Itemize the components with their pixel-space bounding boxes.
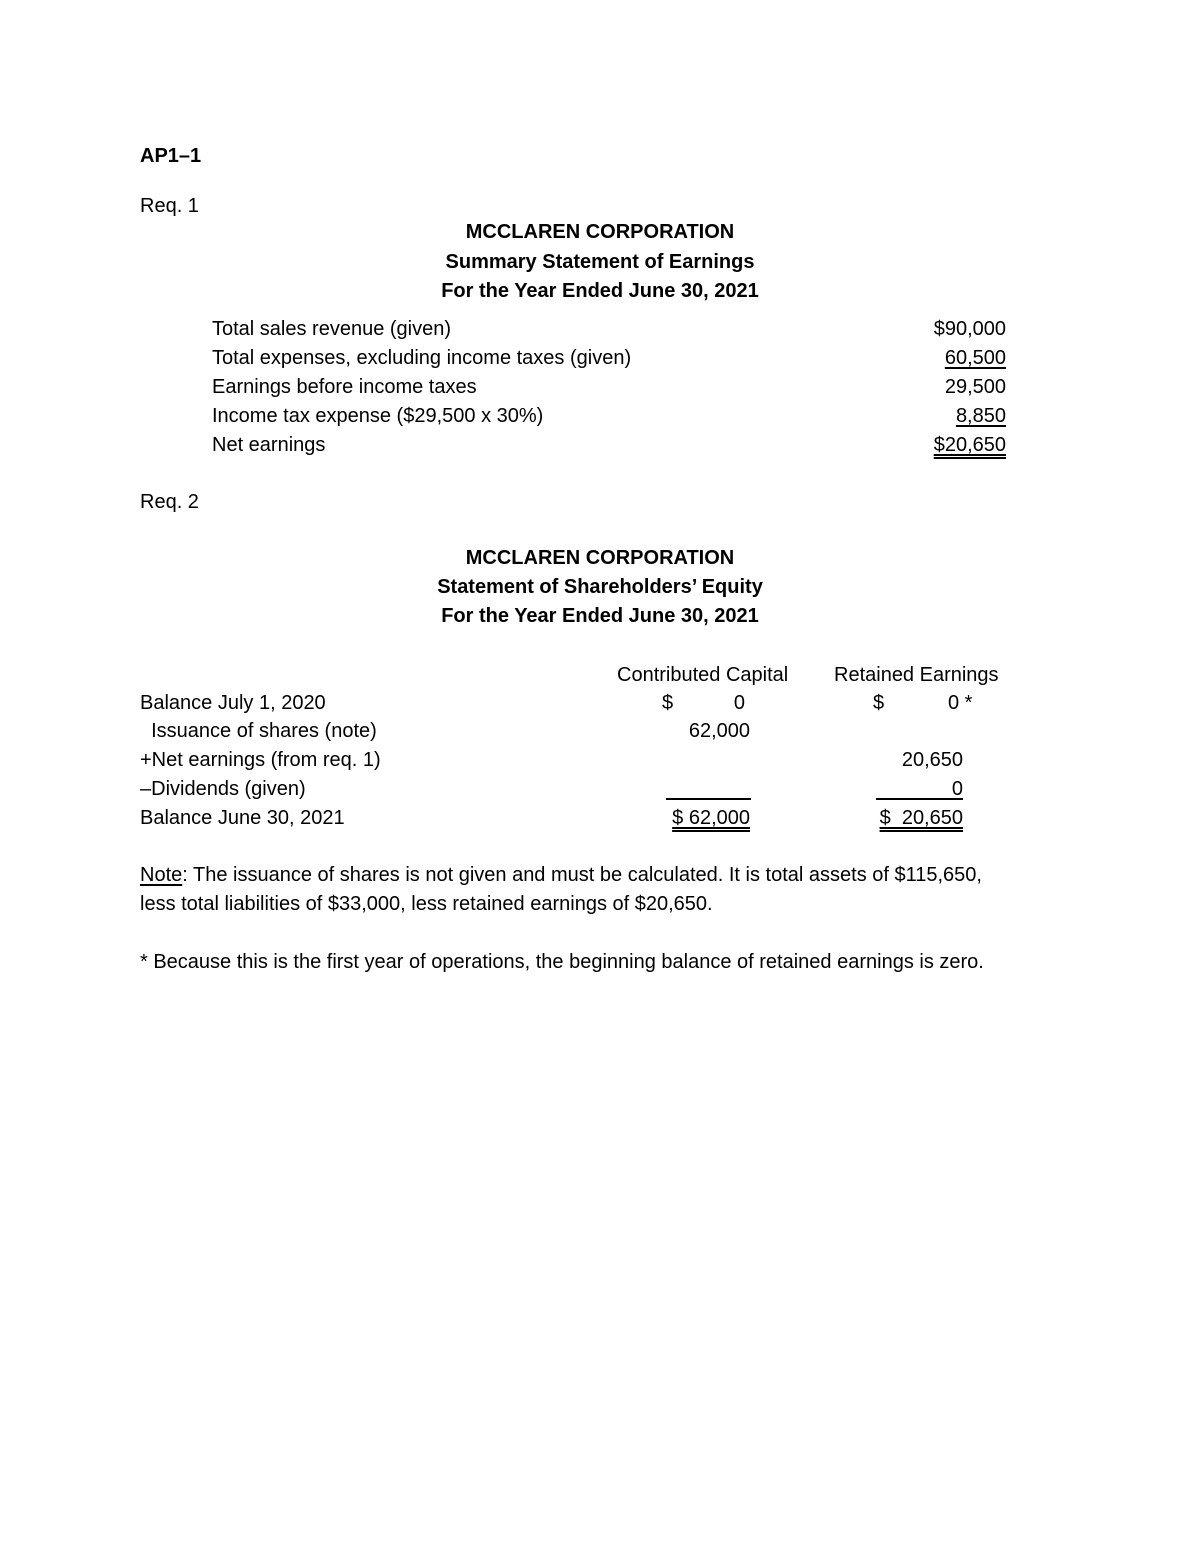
earnings-row-amount: $90,000 [933, 318, 1006, 340]
req1-period: For the Year Ended June 30, 2021 [441, 280, 759, 302]
cc-value: 62,000 [688, 720, 750, 742]
equity-row-label: Balance July 1, 2020 [140, 692, 326, 714]
re-subtotal-rule [876, 798, 963, 800]
earnings-row-amount: 8,850 [955, 405, 1006, 427]
earnings-row-label: Income tax expense ($29,500 x 30%) [212, 405, 544, 427]
req1-company: MCCLAREN CORPORATION [465, 221, 735, 243]
earnings-row-label: Earnings before income taxes [212, 376, 477, 398]
re-value: 20,650 [901, 749, 963, 771]
cc-subtotal-rule [666, 798, 751, 800]
cc-value: $ 62,000 [672, 807, 750, 829]
re-value: 0 [951, 778, 963, 800]
req2-label: Req. 2 [140, 491, 199, 513]
equity-row-label: Balance June 30, 2021 [140, 807, 345, 829]
earnings-row-label: Net earnings [212, 434, 326, 456]
earnings-row-label: Total sales revenue (given) [212, 318, 452, 340]
column-header-retained-earnings: Retained Earnings [834, 664, 999, 686]
note-label: Note [140, 864, 183, 886]
problem-id: AP1–1 [140, 145, 202, 167]
req1-statement-title: Summary Statement of Earnings [445, 251, 755, 273]
earnings-row-amount: $20,650 [933, 434, 1006, 456]
earnings-row-amount: 60,500 [944, 347, 1006, 369]
cc-dollar-sign: $ [662, 692, 674, 714]
note-paragraph [140, 863, 982, 887]
req1-label: Req. 1 [140, 195, 199, 217]
earnings-row-amount: 29,500 [944, 376, 1006, 398]
re-dollar-sign: $ [873, 692, 885, 714]
req2-statement-title: Statement of Shareholders’ Equity [437, 576, 763, 598]
equity-row-label: Issuance of shares (note) [140, 720, 377, 742]
equity-row-label: +Net earnings (from req. 1) [140, 749, 381, 771]
re-value: $ 20,650 [879, 807, 963, 829]
footnote: * Because this is the first year of operations, the beginning balance of retained earnings is zero. [140, 951, 984, 973]
earnings-row-label: Total expenses, excluding income taxes (given) [212, 347, 632, 369]
req2-company: MCCLAREN CORPORATION [465, 547, 735, 569]
req2-period: For the Year Ended June 30, 2021 [441, 605, 759, 627]
note-text-line2: less total liabilities of $33,000, less retained earnings of $20,650. [140, 893, 713, 915]
equity-row-label: –Dividends (given) [140, 778, 306, 800]
re-value: 0 * [948, 692, 973, 714]
note-text-line1: : The issuance of shares is not given and must be calculated. It is total assets of $115,650, [182, 864, 982, 886]
cc-value: 0 [733, 692, 745, 714]
column-header-contributed-capital: Contributed Capital [617, 664, 789, 686]
